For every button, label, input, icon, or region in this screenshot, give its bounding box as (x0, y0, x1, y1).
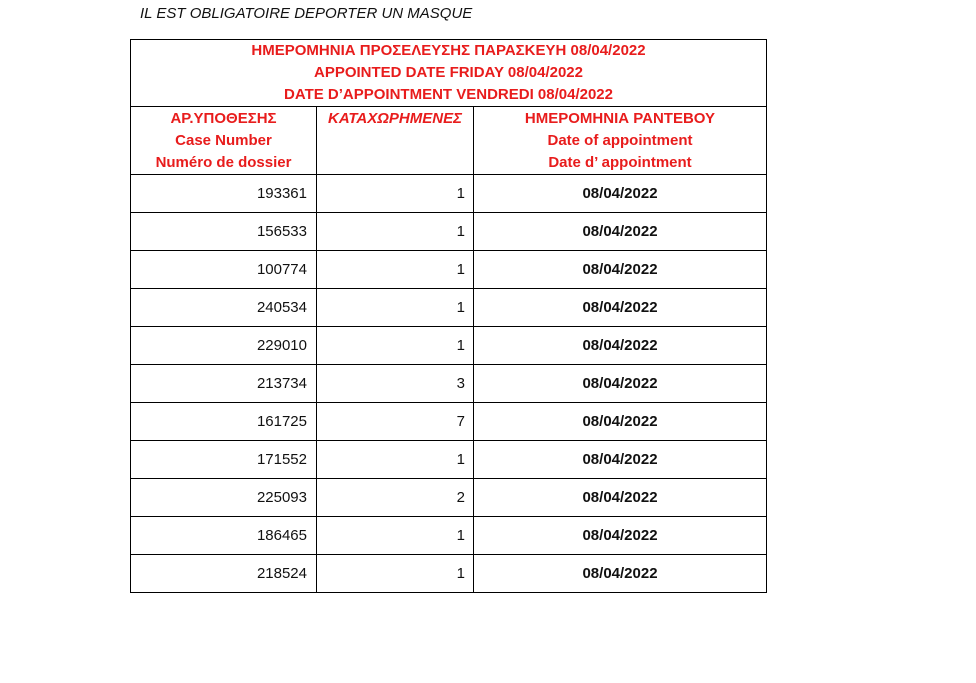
appointment-date-cell: 08/04/2022 (474, 479, 767, 517)
registered-count-cell: 3 (317, 365, 474, 403)
registered-count-cell: 2 (317, 479, 474, 517)
appointment-date-cell: 08/04/2022 (474, 251, 767, 289)
header-registered (317, 107, 474, 175)
table-row (131, 289, 767, 327)
title-greek: ΗΜΕΡΟΜΗΝΙΑ ΠΡΟΣΕΛΕΥΣΗΣ ΠΑΡΑΣΚΕΥΗ 08/04/2022 (251, 42, 646, 59)
table-row (131, 479, 767, 517)
appointment-date-cell: 08/04/2022 (474, 365, 767, 403)
case-number-cell: 171552 (131, 441, 317, 479)
case-number-cell: 100774 (131, 251, 317, 289)
title-english: APPOINTED DATE FRIDAY 08/04/2022 (314, 64, 583, 81)
appointment-date-cell: 08/04/2022 (474, 327, 767, 365)
case-number-cell: 229010 (131, 327, 317, 365)
case-number-cell: 193361 (131, 175, 317, 213)
registered-count-cell: 1 (317, 327, 474, 365)
registered-count-cell: 1 (317, 289, 474, 327)
appointment-date-cell: 08/04/2022 (474, 175, 767, 213)
appointment-date-cell: 08/04/2022 (474, 289, 767, 327)
title-row (131, 40, 767, 107)
title-french: DATE D’APPOINTMENT VENDREDI 08/04/2022 (284, 86, 613, 103)
appointment-date-cell: 08/04/2022 (474, 555, 767, 593)
table-row (131, 403, 767, 441)
registered-count-cell: 7 (317, 403, 474, 441)
table-row (131, 517, 767, 555)
registered-count-cell: 1 (317, 175, 474, 213)
header-case-french: Numéro de dossier (155, 154, 292, 171)
appointment-date-cell: 08/04/2022 (474, 213, 767, 251)
case-number-cell: 225093 (131, 479, 317, 517)
case-number-cell: 161725 (131, 403, 317, 441)
title-cell (131, 40, 767, 107)
table-row (131, 441, 767, 479)
header-case-greek: ΑΡ.ΥΠΟΘΕΣΗΣ (170, 110, 277, 127)
case-number-cell: 213734 (131, 365, 317, 403)
table-row (131, 251, 767, 289)
header-date-greek: ΗΜΕΡΟΜΗΝΙΑ ΡΑΝΤΕΒΟΥ (524, 110, 716, 127)
registered-count-cell: 1 (317, 213, 474, 251)
case-number-cell: 156533 (131, 213, 317, 251)
table-row (131, 213, 767, 251)
header-date-english: Date of appointment (547, 132, 693, 149)
appointment-date-cell: 08/04/2022 (474, 403, 767, 441)
header-case-number (131, 107, 317, 175)
table-row (131, 365, 767, 403)
registered-count-cell: 1 (317, 251, 474, 289)
header-appointment-date (474, 107, 767, 175)
header-case-english: Case Number (175, 132, 272, 149)
table-row (131, 555, 767, 593)
case-number-cell: 240534 (131, 289, 317, 327)
appointment-date-cell: 08/04/2022 (474, 441, 767, 479)
table-row (131, 175, 767, 213)
appointments-table (130, 39, 767, 593)
registered-count-cell: 1 (317, 555, 474, 593)
header-row (131, 107, 767, 175)
registered-count-cell: 1 (317, 517, 474, 555)
appointment-date-cell: 08/04/2022 (474, 517, 767, 555)
header-date-french: Date d’ appointment (548, 154, 692, 171)
registered-count-cell: 1 (317, 441, 474, 479)
table-row (131, 327, 767, 365)
header-registered-greek: ΚΑΤΑΧΩΡΗΜΕΝΕΣ (328, 110, 462, 127)
case-number-cell: 186465 (131, 517, 317, 555)
case-number-cell: 218524 (131, 555, 317, 593)
mask-notice: IL EST OBLIGATOIRE DEPORTER UN MASQUE (140, 5, 473, 22)
